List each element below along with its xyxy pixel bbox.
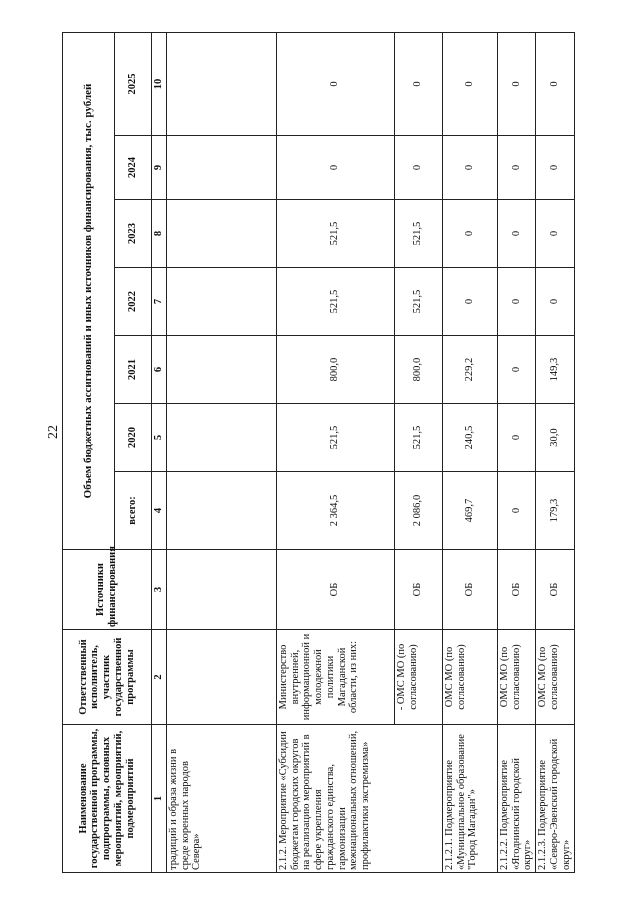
table-row xyxy=(536,32,575,872)
budget-table xyxy=(62,32,575,873)
row-value: 0 xyxy=(497,32,535,135)
row-value: 0 xyxy=(497,268,535,336)
row-value: 0 xyxy=(536,200,575,268)
row-value: 30,0 xyxy=(536,404,575,472)
row-value xyxy=(166,268,276,336)
table-row xyxy=(166,32,276,872)
column-number: 10 xyxy=(152,32,167,135)
row-value: 240,5 xyxy=(442,404,497,472)
row-total: 469,7 xyxy=(442,472,497,550)
row-value: 0 xyxy=(536,268,575,336)
row-value: 800,0 xyxy=(394,336,442,404)
column-number: 8 xyxy=(152,200,167,268)
row-value: 800,0 xyxy=(276,336,394,404)
header-total: всего: xyxy=(115,472,152,550)
row-value xyxy=(166,200,276,268)
row-total: 179,3 xyxy=(536,472,575,550)
row-value: 0 xyxy=(442,136,497,200)
row-source xyxy=(166,550,276,630)
header-source: Источники финансирования xyxy=(63,550,152,630)
row-name: традиций и образа жизни в среде коренных народов Севера» xyxy=(166,725,276,873)
row-value: 521,5 xyxy=(394,404,442,472)
header-responsible: Ответственный исполнитель, участник государственной программы xyxy=(63,630,152,725)
row-value: 0 xyxy=(442,32,497,135)
row-responsible xyxy=(166,630,276,725)
column-number: 9 xyxy=(152,136,167,200)
column-number: 6 xyxy=(152,336,167,404)
header-volume: Объем бюджетных ассигнований и иных источников финансирования, тыс. рублей xyxy=(63,32,115,549)
row-total: 2 364,5 xyxy=(276,472,394,550)
row-value xyxy=(166,336,276,404)
row-responsible: ОМС МО (по согласованию) xyxy=(497,630,535,725)
column-number: 3 xyxy=(152,550,167,630)
header-year: 2021 xyxy=(115,336,152,404)
row-value: 0 xyxy=(497,336,535,404)
row-value xyxy=(166,404,276,472)
row-value: 0 xyxy=(497,200,535,268)
row-value xyxy=(166,32,276,135)
header-year: 2023 xyxy=(115,200,152,268)
page-number: 22 xyxy=(46,425,61,439)
column-number: 5 xyxy=(152,404,167,472)
row-value: 0 xyxy=(276,136,394,200)
row-responsible: - ОМС МО (по согласованию) xyxy=(394,630,442,725)
header-year: 2025 xyxy=(115,32,152,135)
row-name: 2.1.2.3. Подмероприятие «Северо-Эвенский городской округ» xyxy=(536,725,575,873)
row-value: 0 xyxy=(276,32,394,135)
rotated-page xyxy=(62,33,570,873)
row-value: 521,5 xyxy=(394,268,442,336)
header-year: 2024 xyxy=(115,136,152,200)
row-value: 521,5 xyxy=(276,200,394,268)
table-row xyxy=(276,32,394,872)
row-source: ОБ xyxy=(276,550,394,630)
row-value: 149,3 xyxy=(536,336,575,404)
row-name: 2.1.2. Мероприятие «Субсидии бюджетам городских округов на реализацию мероприятий в сфере укрепления гражданского единства, гармонизации межнациональных отношений, профилактики экстремизма» xyxy=(276,725,442,873)
table-row xyxy=(497,32,535,872)
column-number: 1 xyxy=(152,725,167,873)
column-number: 2 xyxy=(152,630,167,725)
row-source: ОБ xyxy=(442,550,497,630)
row-value: 0 xyxy=(536,136,575,200)
row-value: 521,5 xyxy=(394,200,442,268)
row-value: 0 xyxy=(442,268,497,336)
header-name: Наименование государственной программы, подпрограммы, основных мероприятий, мероприятий, подмероприятий xyxy=(63,725,152,873)
row-total xyxy=(166,472,276,550)
row-value: 521,5 xyxy=(276,268,394,336)
header-year: 2022 xyxy=(115,268,152,336)
row-value xyxy=(166,136,276,200)
row-value: 0 xyxy=(394,136,442,200)
row-value: 0 xyxy=(394,32,442,135)
row-responsible: ОМС МО (по согласованию) xyxy=(442,630,497,725)
column-number: 4 xyxy=(152,472,167,550)
row-source: ОБ xyxy=(497,550,535,630)
row-name: 2.1.2.1. Подмероприятие «Муниципальное образование "Город Магадан"» xyxy=(442,725,497,873)
row-total: 2 086,0 xyxy=(394,472,442,550)
row-value: 0 xyxy=(497,404,535,472)
row-value: 229,2 xyxy=(442,336,497,404)
row-responsible: ОМС МО (по согласованию) xyxy=(536,630,575,725)
row-value: 0 xyxy=(536,32,575,135)
row-name: 2.1.2.2. Подмероприятие «Ягоднинский городской округ» xyxy=(497,725,535,873)
row-value: 0 xyxy=(497,136,535,200)
table-row xyxy=(442,32,497,872)
row-total: 0 xyxy=(497,472,535,550)
header-year: 2020 xyxy=(115,404,152,472)
row-value: 521,5 xyxy=(276,404,394,472)
row-responsible: Министерство внутренней, информационной и молодежной политики Магаданской области, из них: xyxy=(276,630,394,725)
row-source: ОБ xyxy=(394,550,442,630)
column-number: 7 xyxy=(152,268,167,336)
row-source: ОБ xyxy=(536,550,575,630)
row-value: 0 xyxy=(442,200,497,268)
